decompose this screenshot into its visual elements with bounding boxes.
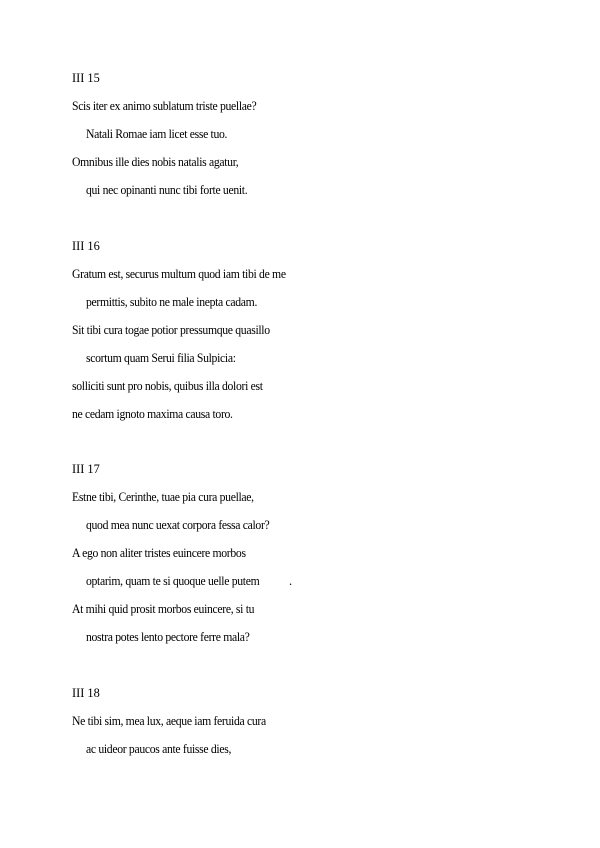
verse-line: scortum quam Serui filia Sulpicia: — [86, 351, 236, 365]
verse-line: Ne tibi sim, mea lux, aeque iam feruida cura — [72, 714, 266, 728]
poem-heading: III 15 — [72, 70, 100, 85]
verse-line: permittis, subito ne male inepta cadam. — [86, 295, 258, 309]
verse-line: qui nec opinanti nunc tibi forte uenit. — [86, 183, 248, 197]
verse-line: ac uideor paucos ante fuisse dies, — [86, 742, 232, 756]
poem-heading: III 16 — [72, 238, 100, 253]
verse-line: Scis iter ex animo sublatum triste puellae? — [72, 99, 257, 113]
verse-line: nostra potes lento pectore ferre mala? — [86, 630, 250, 644]
verse-line: optarim, quam te si quoque uelle putem — [86, 574, 260, 588]
verse-line: quod mea nunc uexat corpora fessa calor? — [86, 518, 270, 532]
verse-line: Estne tibi, Cerinthe, tuae pia cura puellae, — [72, 490, 254, 504]
verse-line: Omnibus ille dies nobis natalis agatur, — [72, 155, 239, 169]
stray-period: . — [289, 574, 293, 588]
verse-line: ne cedam ignoto maxima causa toro. — [72, 407, 233, 421]
poem-heading: III 18 — [72, 685, 100, 700]
verse-line: Sit tibi cura togae potior pressumque quasillo — [72, 323, 270, 337]
verse-line: solliciti sunt pro nobis, quibus illa dolori est — [72, 379, 263, 393]
verse-line: Natali Romae iam licet esse tuo. — [86, 127, 228, 141]
verse-line: At mihi quid prosit morbos euincere, si tu — [72, 602, 255, 616]
verse-line: A ego non aliter tristes euincere morbos — [72, 546, 246, 560]
verse-line: Gratum est, securus multum quod iam tibi de me — [72, 267, 286, 281]
poem-heading: III 17 — [72, 461, 100, 476]
